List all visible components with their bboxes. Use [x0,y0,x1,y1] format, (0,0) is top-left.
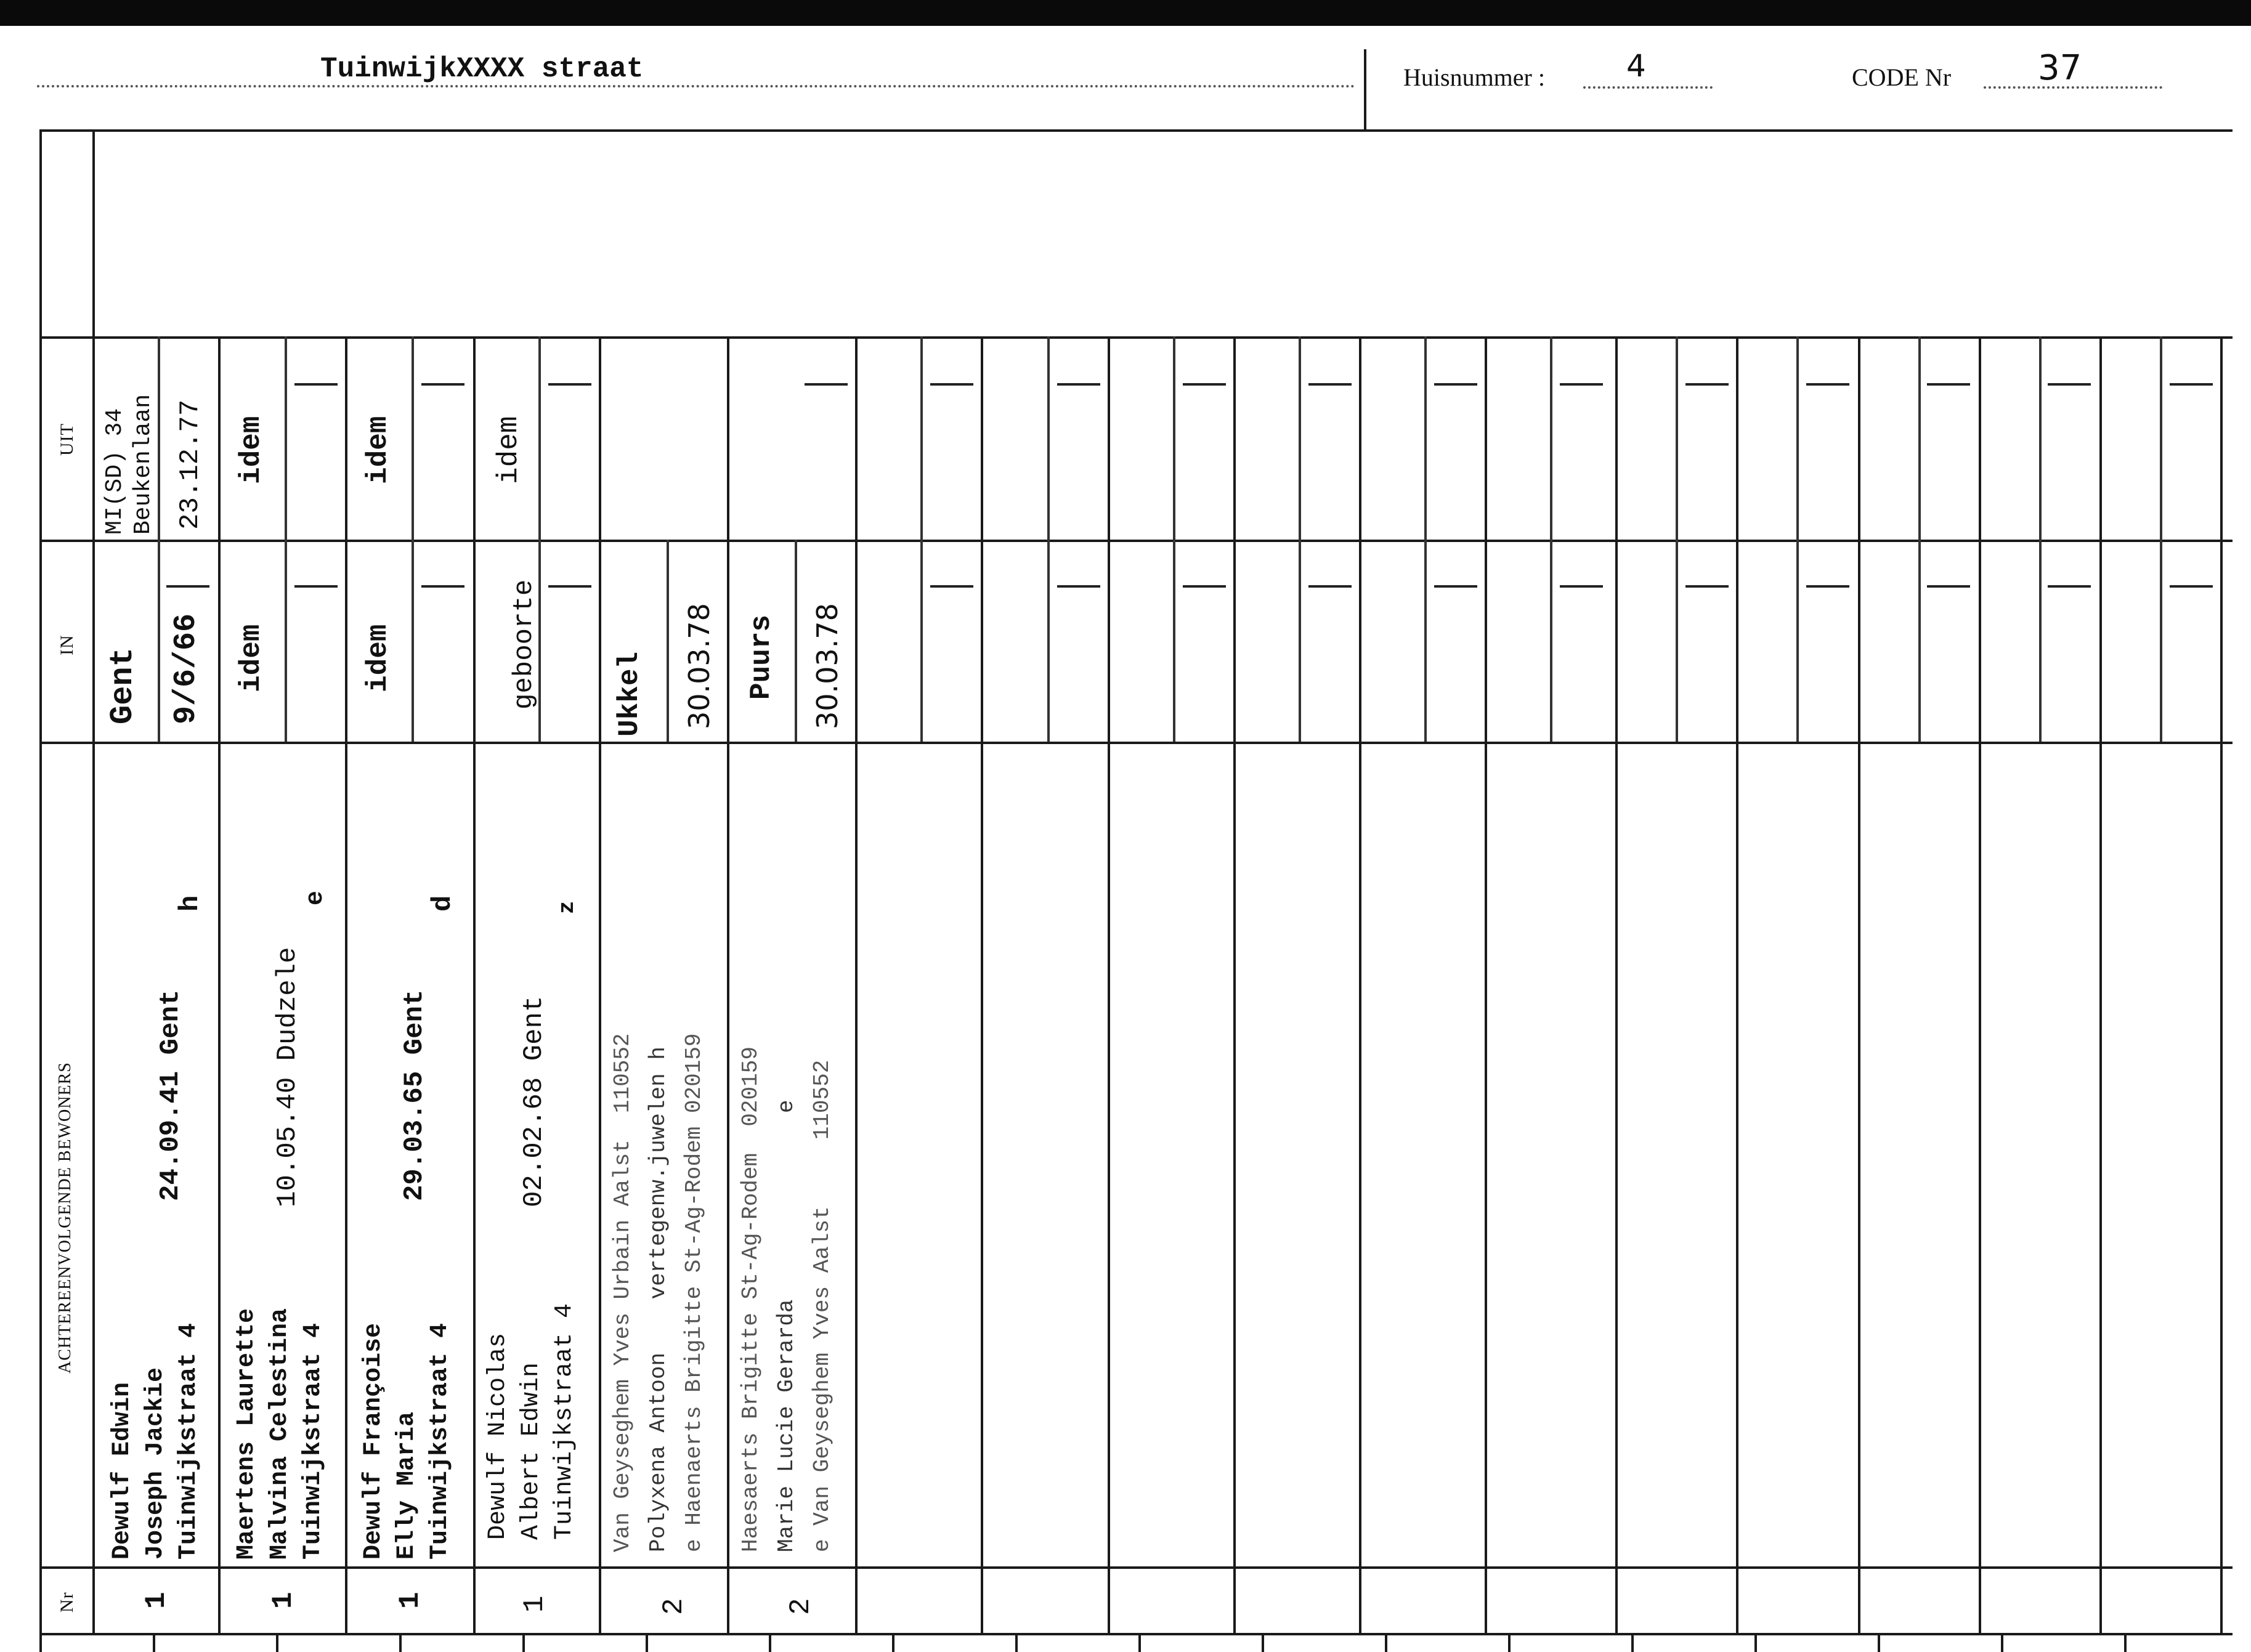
table-bottom-rule [39,1633,2233,1635]
birth-date-place: 24.09.41 Gent [155,989,186,1201]
uit-place: idem [493,416,525,484]
resident-name-line: Elly Maria [393,1411,421,1560]
resident-name-line: Marie Lucie Gerarda e [774,1099,799,1552]
residents-top-rule [39,742,2233,744]
in-place: idem [235,624,267,692]
in-place: Gent [105,647,141,724]
huisnummer-value: 4 [1626,48,1646,84]
street-name [320,53,644,85]
in-date: 9/6/66 [169,613,204,724]
street-suffix: straat [541,53,644,85]
resident-name-line: Malvina Celestina [266,1308,294,1560]
table-left-rule [39,129,42,1635]
resident-address: Tuinwijkstraat 4 [299,1322,327,1560]
birth-date-place: 10.05.40 Dudzele [272,947,303,1207]
civil-status-code: d [428,895,458,912]
entry-nr: 1 [394,1592,426,1609]
uit-place: idem [362,416,394,484]
in-place: Ukkel [614,651,646,737]
resident-name-line: Maertens Laurette [233,1308,261,1560]
huisnummer-label: Huisnummer : [1403,63,1545,91]
uit-top-rule [39,336,2233,339]
resident-address: Tuinwijkstraat 4 [551,1303,578,1540]
residents-column-label: ACHTEREENVOLGENDE BEWONERS [55,1062,75,1374]
civil-status-code: h [175,895,206,912]
entry-nr: 1 [519,1595,551,1613]
resident-name-line: e Van Geyseghem Yves Aalst 110552 [809,1059,835,1552]
street-strike: XXXX [456,53,525,85]
entry-nr: 2 [785,1598,817,1615]
birth-date-place: 29.03.65 Gent [399,989,430,1201]
in-place: geboorte [509,579,540,710]
uit-date: 23.12.77 [175,399,206,530]
street-dotted-line [37,85,1355,87]
code-label: CODE Nr [1852,63,1952,91]
resident-address: Tuinwijkstraat 4 [426,1322,454,1560]
resident-name-line: Dewulf Nicolas [484,1332,512,1540]
table-top-rule [39,129,2233,132]
resident-name-line: Dewulf Edwin [108,1382,136,1560]
header-divider [1364,49,1366,131]
resident-address: Tuinwijkstraat 4 [175,1322,203,1560]
in-place: Puurs [745,614,777,700]
nr-top-rule [39,1566,2233,1569]
entry-nr: 2 [658,1598,690,1615]
resident-name-line: Dewulf Françoise [360,1322,387,1560]
in-date: 30.03.78 [683,603,716,729]
entry-nr: 1 [267,1592,299,1609]
in-place: idem [362,624,394,692]
code-value: 37 [2038,48,2082,88]
resident-name-line: Haesaerts Brigitte St-Ag-Rodem 020159 [738,1047,763,1552]
label-column-rule [92,129,95,1635]
resident-name-line: Albert Edwin [517,1362,545,1540]
in-top-rule [39,540,2233,542]
uit-place: MI(SD) 34 Beukenlaan [102,394,156,535]
resident-name-line: Polyxena Antoon vertegenw.juwelen h [646,1047,671,1552]
in-date: 30.03.78 [811,603,844,729]
scan-top-border [0,0,2251,26]
uit-place: idem [235,416,267,484]
huisnummer-dotted-line [1583,86,1713,89]
uit-column-label: UIT [57,423,77,456]
in-column-label: IN [57,634,77,655]
street-label: Tuinwijk [320,53,456,85]
resident-name-line: Joseph Jackie [142,1367,169,1560]
nr-column-label: Nr [57,1592,77,1613]
entry-nr: 1 [140,1592,172,1609]
civil-status-code: e [302,890,330,905]
birth-date-place: 02.02.68 Gent [519,995,550,1207]
civil-status-code: z [554,901,580,914]
resident-name-line: Van Geyseghem Yves Urbain Aalst 110552 [610,1033,635,1552]
resident-name-line: e Haenaerts Brigitte St-Ag-Rodem 020159 [681,1033,707,1552]
